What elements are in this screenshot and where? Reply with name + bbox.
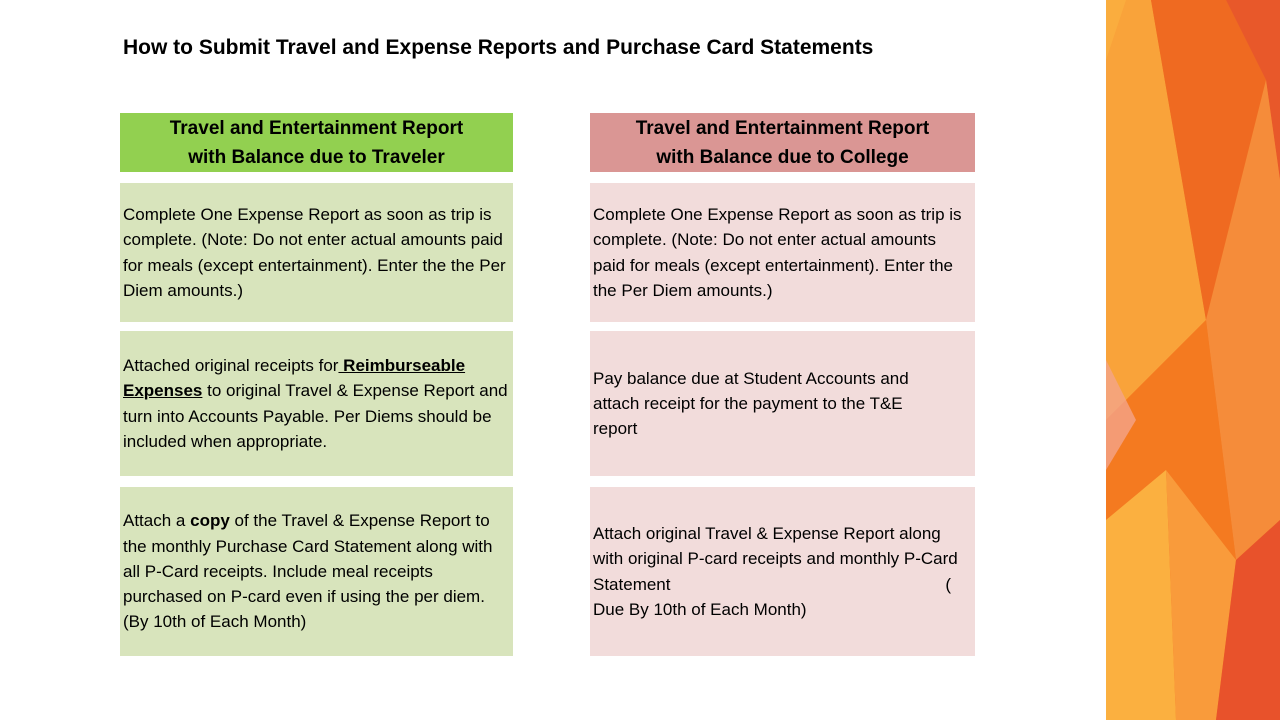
slide-title: How to Submit Travel and Expense Reports and Purchase Card Statements xyxy=(123,36,874,59)
left-row-3-text-before: Attach a xyxy=(123,511,191,531)
left-row-3 xyxy=(120,487,513,656)
left-row-1 xyxy=(120,183,513,322)
left-row-3-text-after: of the Travel & Expense Report to the monthly Purchase Card Statement along with all P-Card receipts. Include meal receipts purchased on P-card even if using the per diem. (By 10th of Each Month) xyxy=(123,511,493,632)
right-row-2-text: Pay balance due at Student Accounts and attach receipt for the payment to the T&E report xyxy=(593,368,909,439)
left-column-header: Travel and Entertainment Report with Balance due to Traveler xyxy=(120,113,513,172)
right-row-3-text-line1: Attach original Travel & Expense Report along with original P-card receipts and monthly P-Card Statement xyxy=(593,523,958,594)
left-row-2-text-before: Attached original receipts for xyxy=(123,355,339,375)
right-row-1-text: Complete One Expense Report as soon as trip is complete. (Note: Do not enter actual amounts paid for meals (except entertainment). Enter the the Per Diem amounts.) xyxy=(593,204,962,300)
decorative-facet-panel xyxy=(1106,0,1280,720)
right-row-3-paren: ( xyxy=(945,574,951,594)
right-column-header: Travel and Entertainment Report with Balance due to College xyxy=(590,113,975,172)
right-row-2 xyxy=(590,331,975,476)
right-row-3-text xyxy=(593,521,969,622)
left-row-1-text: Complete One Expense Report as soon as trip is complete. (Note: Do not enter actual amounts paid for meals (except entertainment). Enter the the Per Diem amounts.) xyxy=(123,204,506,300)
right-row-1 xyxy=(590,183,975,322)
right-row-3 xyxy=(590,487,975,656)
left-row-2 xyxy=(120,331,513,476)
left-row-2-text xyxy=(123,353,509,454)
copy-emphasis: copy xyxy=(190,511,230,531)
left-row-2-text-after: to original Travel & Expense Report and turn into Accounts Payable. Per Diems should be included when appropriate. xyxy=(123,381,508,451)
reimburseable-expenses-emphasis: Reimburseable Expenses xyxy=(123,355,466,401)
left-row-3-text xyxy=(123,508,509,634)
right-row-3-text-line2: Due By 10th of Each Month) xyxy=(593,599,807,619)
